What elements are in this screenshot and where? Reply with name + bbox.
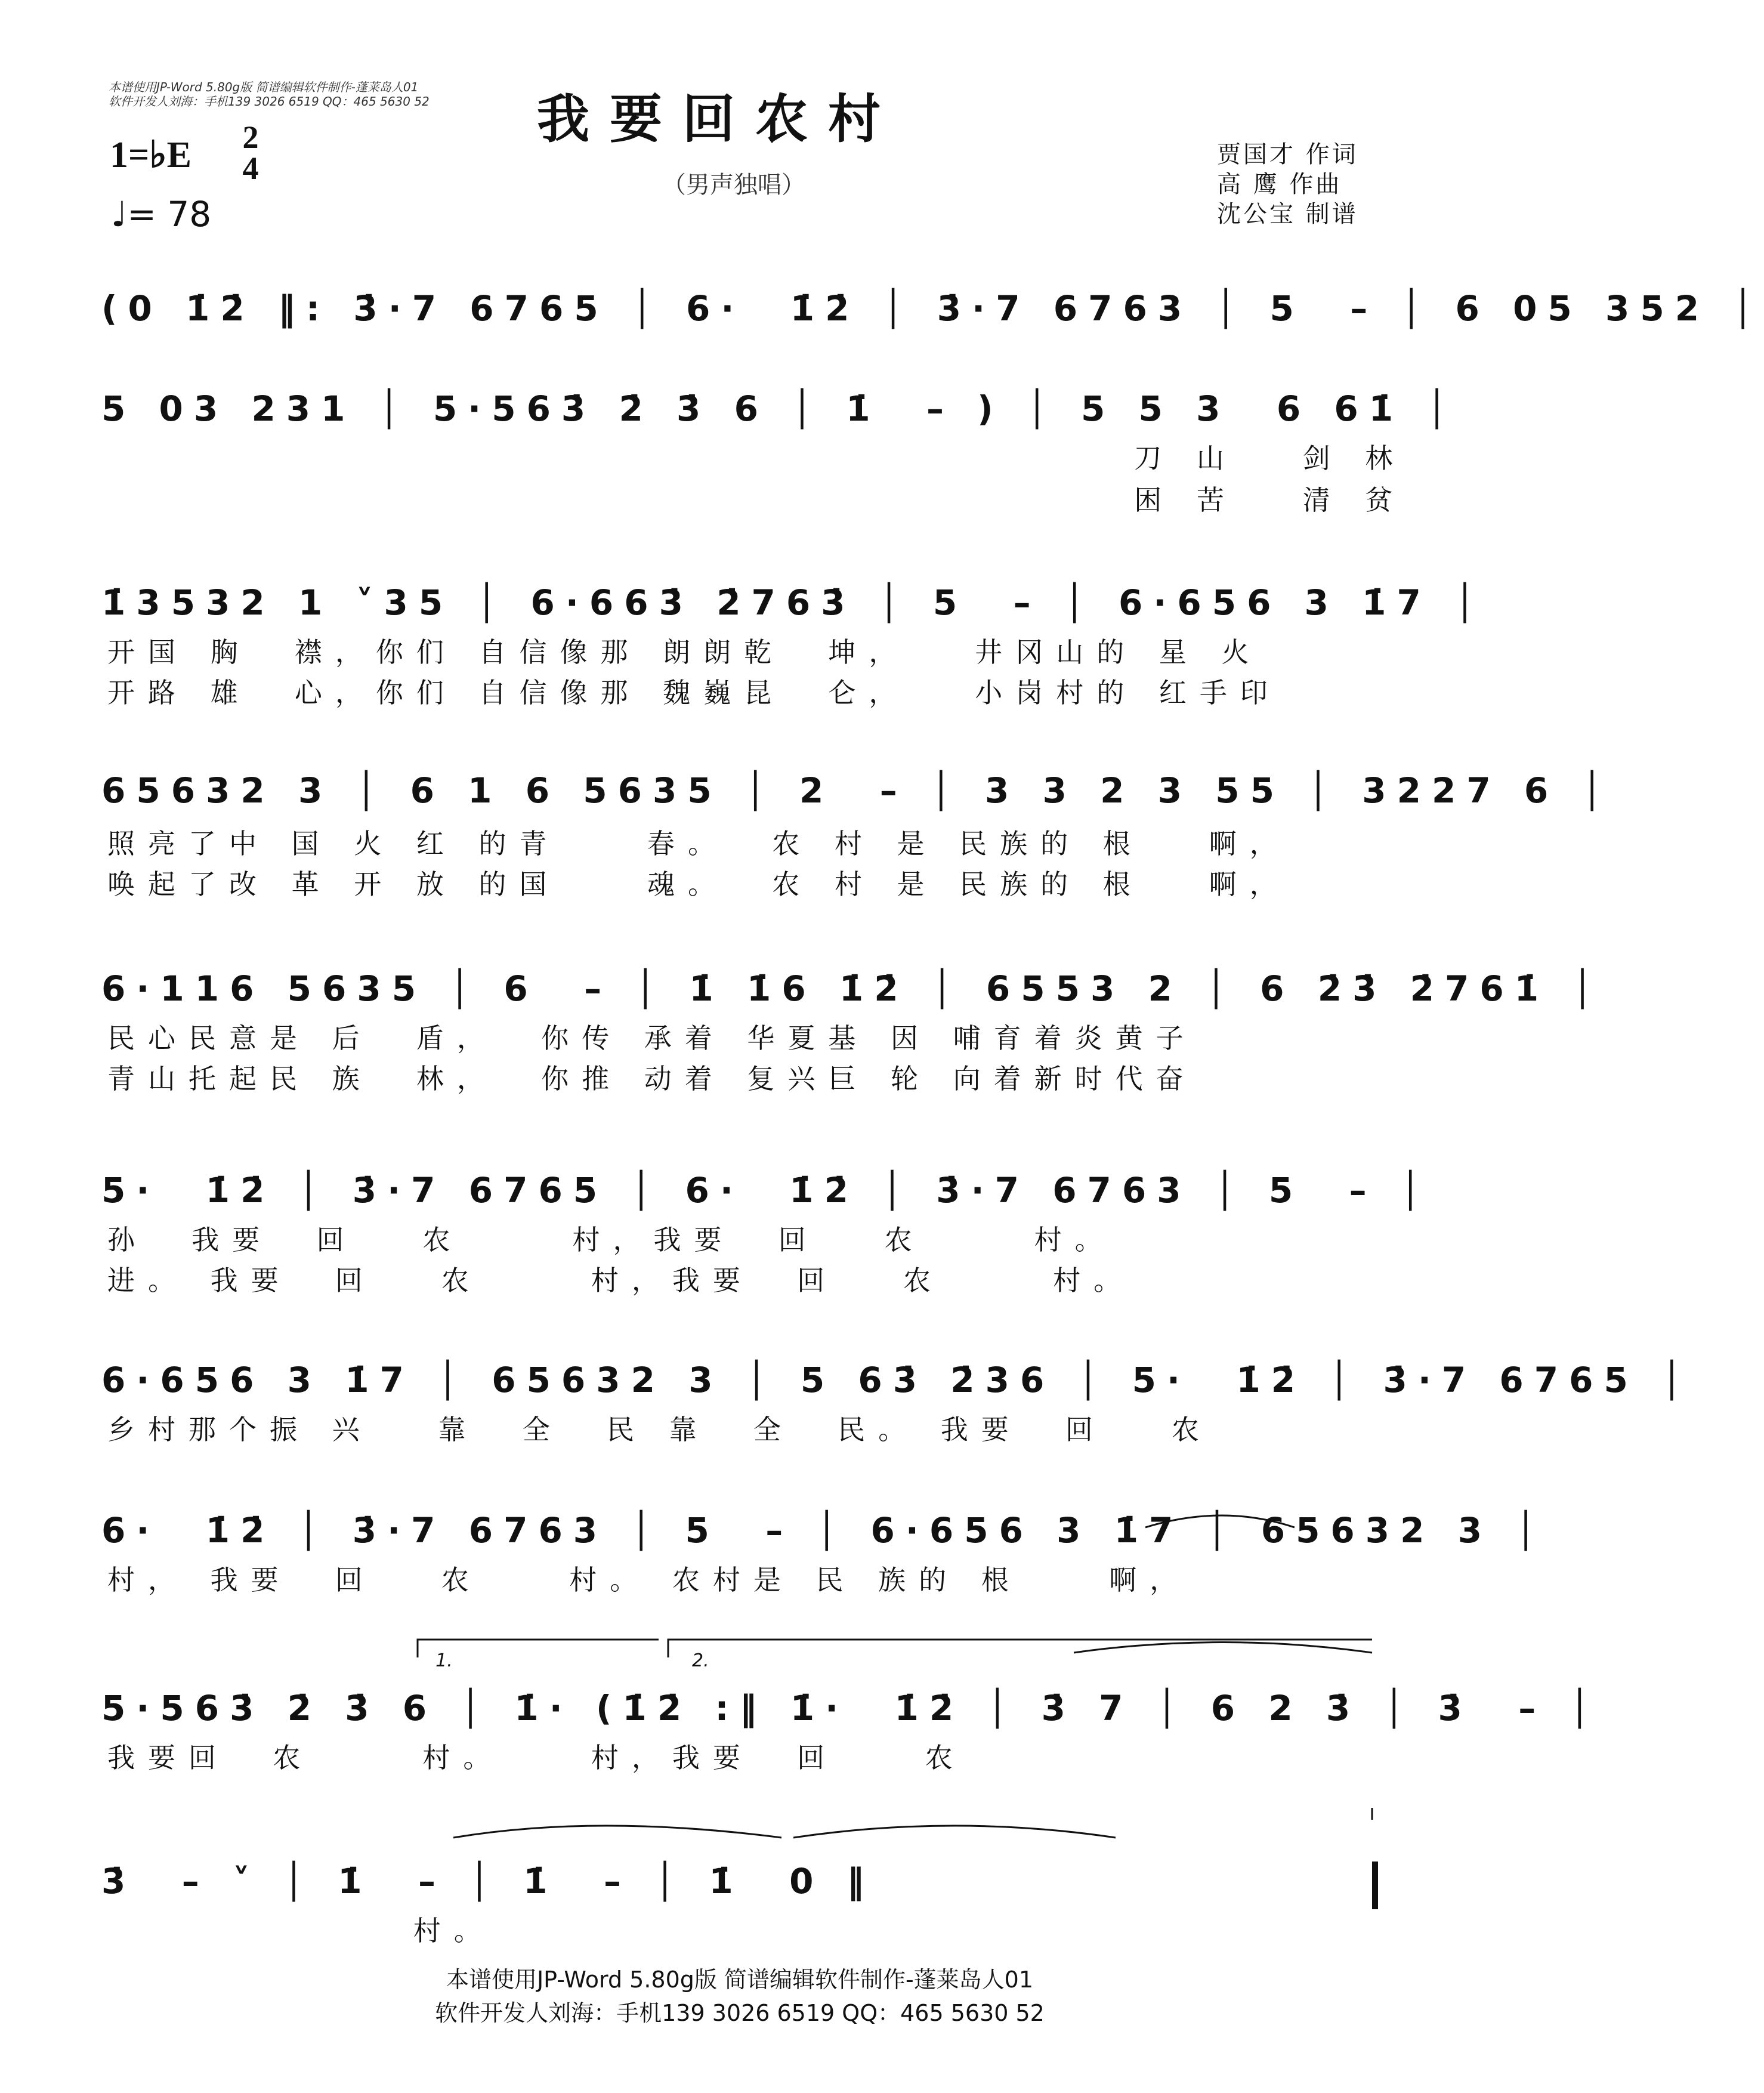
system-8-notes: 6· 1̇2̇ │ 3̇·7 6763 │ 5 – │ 6·656 3 1̇7 │ 65632 3 │: [101, 1510, 1547, 1551]
system-2-lyrics-verse1: 刀 山 剑 林: [107, 442, 1406, 474]
slur: [1074, 1643, 1372, 1653]
system-3-notes: 1̇3532 1 ˅35 │ 6·663̇ 2̇763̇ │ 5 – │ 6·656 3 1̇7 │: [101, 582, 1486, 623]
time-signature-top: 2: [242, 119, 259, 155]
key-signature: 1=♭E: [110, 135, 191, 175]
footer-line1: 本谱使用JP-Word 5.80g版 简谱编辑软件制作-蓬莱岛人01: [446, 1967, 1034, 1993]
subtitle: （男声独唱）: [662, 171, 805, 199]
system-9-notes: 5·563̇ 2̇ 3̇ 6 │ 1̇· (1̇2̇ :‖ 1̇· 1̇2̇ │ 3̇ 7 │ 6 2 3̇ │ 3̇ – │: [101, 1688, 1601, 1728]
system-1-notes: (0 1̇2̇ ‖: 3̇·7 6765 │ 6· 1̇2̇ │ 3̇·7 6763 │ 5 – │ 6 05 352 │: [101, 288, 1764, 329]
system-6-lyrics-verse1: 孙 我要 回 农 村，我要 回 农 村。: [107, 1224, 1116, 1256]
system-5-lyrics-verse2: 青山托起民 族 林， 你推 动着 复兴巨 轮 向着新时代奋: [107, 1063, 1197, 1095]
page-title: 我要回农村: [537, 88, 901, 150]
volta-first: 1.: [435, 1650, 453, 1671]
tempo-marking: ♩= 78: [111, 194, 212, 234]
software-note-line2: 软件开发人刘海：手机139 3026 6519 QQ：465 5630 52: [109, 94, 430, 109]
composer-credit: 高 鹰 作曲: [1217, 171, 1342, 198]
system-7-lyrics: 乡村那个振 兴 靠 全 民 靠 全 民。 我要 回 农: [107, 1413, 1212, 1446]
system-5-lyrics-verse1: 民心民意是 后 盾， 你传 承着 华夏基 因 哺育着炎黄子: [107, 1022, 1197, 1054]
arranger-credit: 沈公宝 制谱: [1217, 200, 1358, 228]
software-note-line1: 本谱使用JP-Word 5.80g版 简谱编辑软件制作-蓬莱岛人01: [109, 80, 419, 94]
footer: [382, 1963, 1098, 2030]
system-6-notes: 5· 1̇2̇ │ 3̇·7 6765 │ 6· 1̇2̇ │ 3̇·7 6763 │ 5 – │: [101, 1170, 1432, 1211]
system-8-lyrics: 村， 我要 回 农 村。 农村是 民 族的 根 啊，: [107, 1564, 1191, 1596]
system-7-notes: 6·656 3 1̇7 │ 65632 3 │ 5 63̇ 2̇36 │ 5· 1̇2̇ │ 3̇·7 6765 │: [101, 1360, 1693, 1400]
system-10-notes: 3̇ – ˅ │ 1̇ – │ 1̇ – │ 1̇ 0 ‖: [101, 1861, 875, 1901]
slur: [453, 1826, 781, 1838]
slur: [1145, 1515, 1295, 1527]
system-5-notes: 6·116 5635 │ 6 – │ 1̇ 1̇6 1̇2̇ │ 6553 2 │ 6 2̇3̇ 2̇761̇ │: [101, 968, 1604, 1009]
system-4-notes: 65632 3 │ 6 1 6 5635 │ 2 – │ 3 3 2 3 55 │ 3227 6 │: [101, 770, 1614, 811]
system-4-lyrics-verse2: 唤起了改 革 开 放 的国 魂。 农 村 是 民族的 根 啊，: [107, 868, 1290, 900]
volta-first-bracket: [418, 1640, 659, 1657]
system-6-lyrics-verse2: 进。 我要 回 农 村，我要 回 农 村。: [107, 1264, 1135, 1296]
system-3-lyrics-verse2: 开路 雄 心，你们 自信像那 魏巍昆 仑， 小岗村的 红手印: [107, 677, 1281, 709]
final-barline: [1372, 1862, 1378, 1909]
system-2-notes: 5 03 231 │ 5·563̇ 2̇ 3̇ 6 │ 1̇ – ) │ 5 5 3 6 61̇ │: [101, 388, 1459, 429]
system-9-lyrics: 我要回 农 村。 村，我要 回 农: [107, 1742, 966, 1774]
lyricist-credit: 贾国才 作词: [1217, 141, 1358, 168]
system-4-lyrics-verse1: 照亮了中 国 火 红 的青 春。 农 村 是 民族的 根 啊，: [107, 828, 1290, 860]
volta-second: 2.: [692, 1650, 709, 1671]
system-2-lyrics-verse2: 困 苦 清 贫: [107, 484, 1406, 516]
footer-line2: 软件开发人刘海：手机139 3026 6519 QQ：465 5630 52: [435, 2000, 1045, 2026]
slur: [793, 1826, 1116, 1838]
system-10-lyrics: 村。: [107, 1915, 495, 1947]
system-3-lyrics-verse1: 开国 胸 襟，你们 自信像那 朗朗乾 坤， 井冈山的 星 火: [107, 636, 1262, 668]
time-signature-bottom: 4: [242, 150, 259, 186]
